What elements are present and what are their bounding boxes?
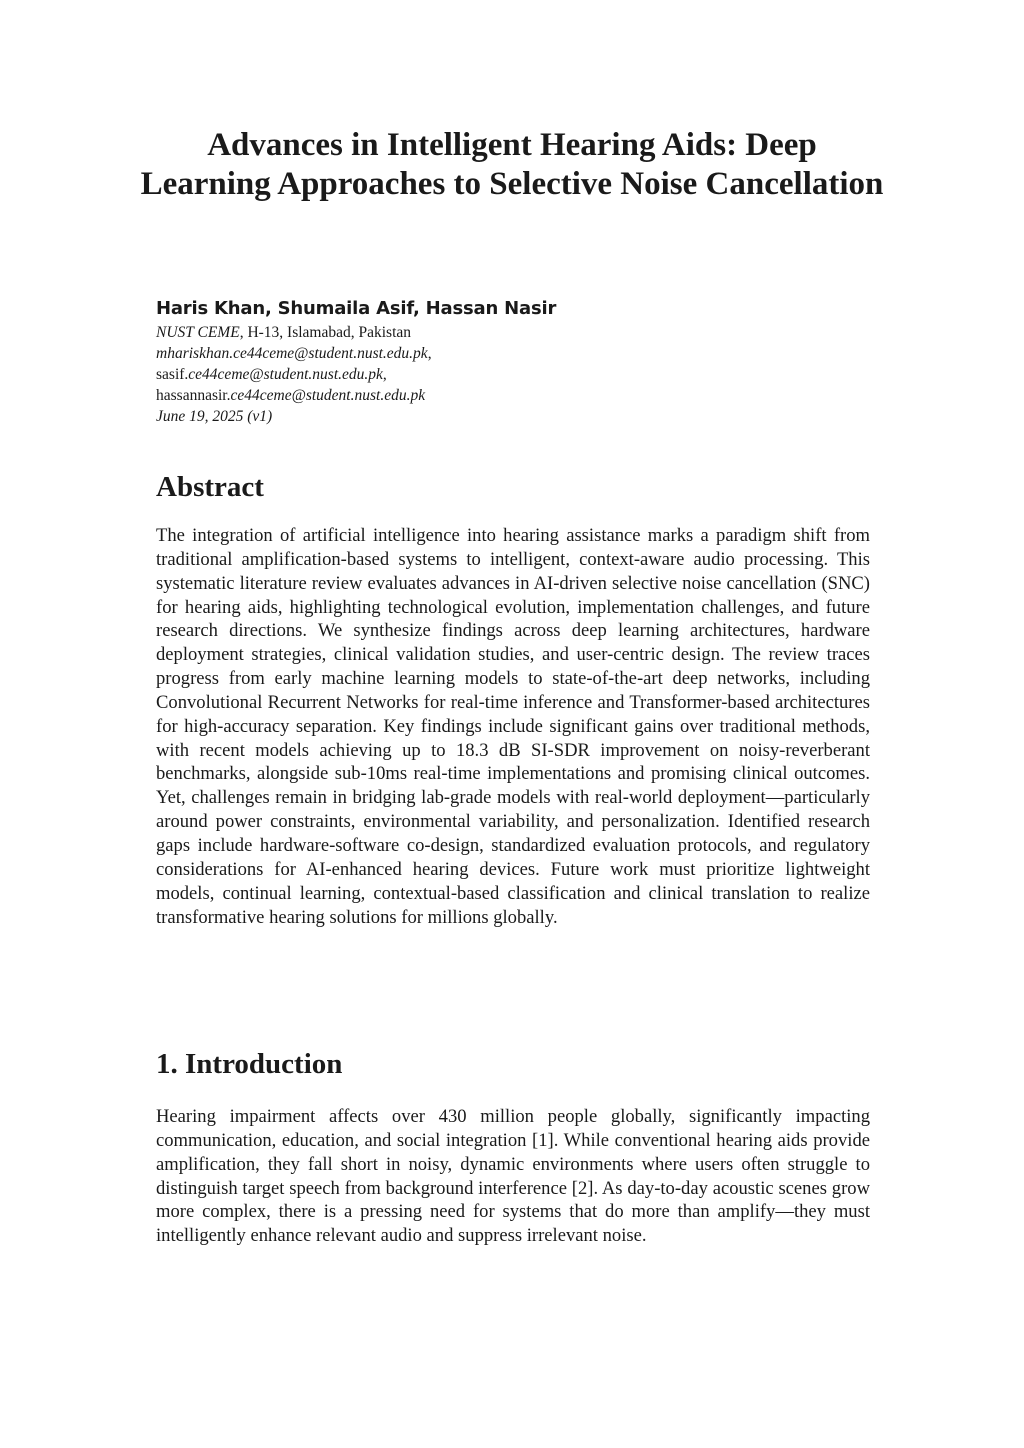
abstract-heading: Abstract bbox=[156, 471, 264, 503]
affiliation bbox=[156, 322, 876, 343]
affiliation-institution: NUST CEME bbox=[156, 324, 240, 341]
paper-title: Advances in Intelligent Hearing Aids: Deep Learning Approaches to Selective Noise Cancellation bbox=[140, 127, 884, 202]
author-block bbox=[156, 296, 876, 427]
author-email bbox=[156, 385, 876, 406]
author-names: Haris Khan, Shumaila Asif, Hassan Nasir bbox=[156, 298, 557, 319]
abstract-body: The integration of artificial intelligence into hearing assistance marks a paradigm shift from traditional amplification-based systems to intelligent, context-aware audio processing. This systematic literature review evaluates advances in AI-driven selective noise cancellation (SNC) for hearing aids, highlighting technological evolution, implementation challenges, and future research directions. We synthesize findings across deep learning architectures, hardware deployment strategies, clinical validation studies, and user-centric design. The review traces progress from early machine learning models to state-of-the-art deep networks, including Convolutional Recurrent Networks for real-time inference and Transformer-based architectures for high-accuracy separation. Key findings include significant gains over traditional methods, with recent models achieving up to 18.3 dB SI-SDR improvement on noisy-reverberant benchmarks, alongside sub-10ms real-time implementations and promising clinical outcomes. Yet, challenges remain in bridging lab-grade models with real-world deployment—particularly around power constraints, environmental variability, and personalization. Identified research gaps include hardware-software co-design, standardized evaluation protocols, and regulatory considerations for AI-enhanced hearing devices. Future work must prioritize lightweight models, continual learning, contextual-based classification and clinical translation to realize transformative hearing solutions for millions globally. bbox=[156, 525, 870, 928]
introduction-heading: 1. Introduction bbox=[156, 1048, 343, 1080]
email-domain: @student.nust.edu.pk bbox=[294, 345, 428, 362]
email-separator: , bbox=[427, 345, 432, 362]
author-email bbox=[156, 343, 876, 364]
author-email bbox=[156, 364, 876, 385]
email-domain: ce44ceme@student.nust.edu.pk bbox=[188, 366, 383, 383]
affiliation-location: , H-13, Islamabad, Pakistan bbox=[239, 324, 412, 341]
email-domain: ce44ceme@student.nust.edu.pk bbox=[230, 387, 426, 404]
email-user: mhariskhan.ce44ceme bbox=[156, 345, 295, 362]
email-separator: , bbox=[382, 366, 387, 383]
introduction-body: Hearing impairment affects over 430 million people globally, significantly impacting communication, education, and social integration [1]. While conventional hearing aids provide amplification, they fall short in noisy, dynamic environments where users often struggle to distinguish target speech from background interference [2]. As day-to-day acoustic scenes grow more complex, there is a pressing need for systems that do more than amplify—they must intelligently enhance relevant audio and suppress irrelevant noise. bbox=[156, 1106, 870, 1247]
email-user: sasif. bbox=[156, 366, 189, 383]
paper-date: June 19, 2025 (v1) bbox=[156, 408, 273, 425]
email-user: hassannasir. bbox=[156, 387, 231, 404]
